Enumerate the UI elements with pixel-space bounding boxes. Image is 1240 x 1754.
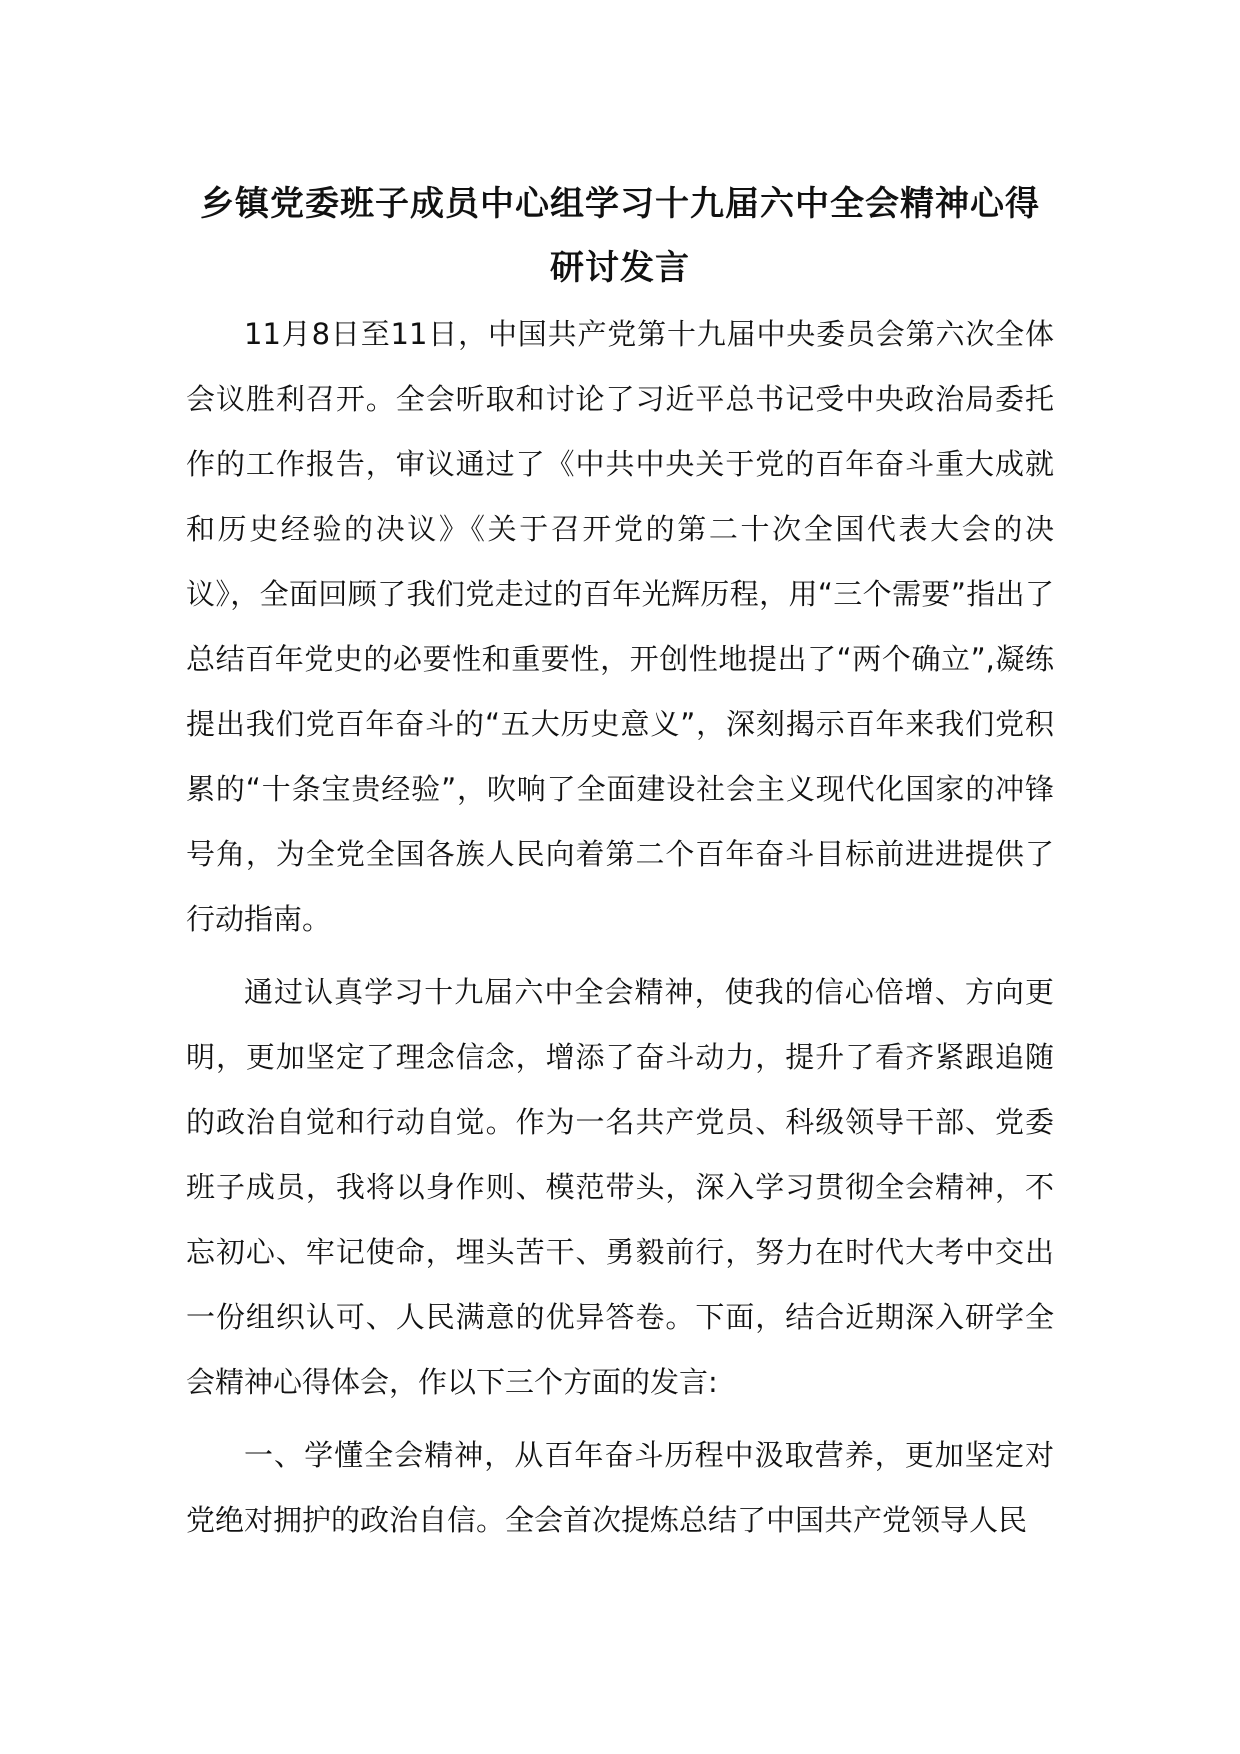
document-title: 乡镇党委班子成员中心组学习十九届六中全会精神心得研讨发言 <box>200 184 1040 288</box>
document-body <box>186 302 1054 1561</box>
paragraph-3: 一、学懂全会精神，从百年奋斗历程中汲取营养，更加坚定对党绝对拥护的政治自信。全会首次提炼总结了中国共产党领导人民 <box>186 1438 1054 1537</box>
paragraph-1: 11月8日至11日，中国共产党第十九届中央委员会第六次全体会议胜利召开。全会听取和讨论了习近平总书记受中央政治局委托作的工作报告，审议通过了《中共中央关于党的百年奋斗重大成就和历史经验的决议》《关于召开党的第二十次全国代表大会的决议》，全面回顾了我们党走过的百年光辉历程，用“三个需要”指出了总结百年党史的必要性和重要性，开创性地提出了“两个确立”,凝练提出我们党百年奋斗的“五大历史意义”，深刻揭示百年来我们党积累的“十条宝贵经验”，吹响了全面建设社会主义现代化国家的冲锋号角，为全党全国各族人民向着第二个百年奋斗目标前进进提供了行动指南。 <box>186 317 1054 936</box>
paragraph-2: 通过认真学习十九届六中全会精神，使我的信心倍增、方向更明，更加坚定了理念信念，增添了奋斗动力，提升了看齐紧跟追随的政治自觉和行动自觉。作为一名共产党员、科级领导干部、党委班子成员，我将以身作则、模范带头，深入学习贯彻全会精神，不忘初心、牢记使命，埋头苦干、勇毅前行，努力在时代大考中交出一份组织认可、人民满意的优异答卷。下面，结合近期深入研学全会精神心得体会，作以下三个方面的发言: <box>186 975 1054 1399</box>
